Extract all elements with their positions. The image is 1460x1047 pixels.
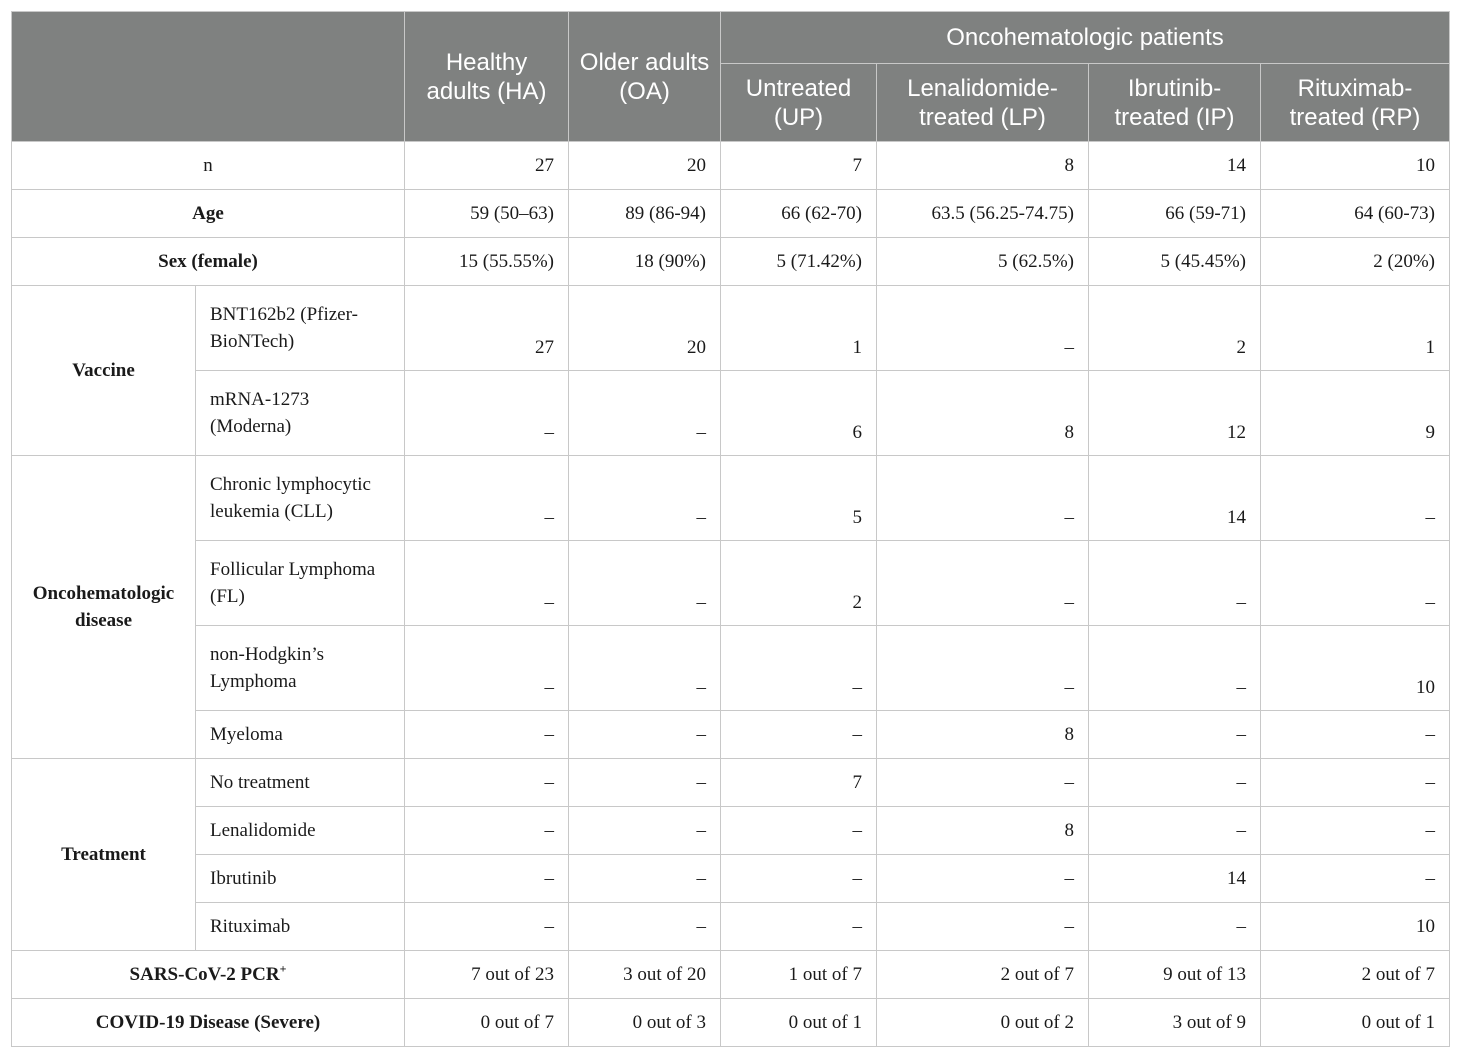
header-older-adults: Older adults (OA) (569, 12, 721, 142)
row-group-label-disease: Oncohematologic disease (12, 456, 196, 759)
row-label-no-treatment: No treatment (196, 759, 405, 807)
table-cell: 10 (1261, 142, 1450, 190)
table-cell: 20 (569, 286, 721, 371)
table-cell: – (405, 903, 569, 951)
table-cell: 5 (45.45%) (1089, 238, 1261, 286)
table-cell: – (1261, 759, 1450, 807)
table-row-n (12, 142, 1450, 190)
table-cell: – (569, 807, 721, 855)
table-cell: – (405, 541, 569, 626)
table-cell: 27 (405, 286, 569, 371)
header-healthy-adults: Healthy adults (HA) (405, 12, 569, 142)
table-cell: 8 (877, 371, 1089, 456)
table-cell: – (405, 626, 569, 711)
table-cell: – (1261, 541, 1450, 626)
table-cell: 66 (62-70) (721, 190, 877, 238)
table-cell: 2 (1089, 286, 1261, 371)
table-cell: 14 (1089, 855, 1261, 903)
table-cell: – (721, 903, 877, 951)
table-cell: 12 (1089, 371, 1261, 456)
table-cell: 3 out of 20 (569, 951, 721, 999)
table-cell: 8 (877, 142, 1089, 190)
header-rituximab-treated: Rituximab-treated (RP) (1261, 64, 1450, 142)
pcr-label-superscript: + (279, 961, 287, 976)
table-cell: 59 (50–63) (405, 190, 569, 238)
table-cell: – (721, 855, 877, 903)
row-label-fl: Follicular Lymphoma (FL) (196, 541, 405, 626)
row-group-label-treatment: Treatment (12, 759, 196, 951)
table-cell: 15 (55.55%) (405, 238, 569, 286)
table-cell: 0 out of 3 (569, 999, 721, 1047)
row-label-rituximab: Rituximab (196, 903, 405, 951)
table-row-covid-severe (12, 999, 1450, 1047)
table-cell: 5 (62.5%) (877, 238, 1089, 286)
table-row-treatment-none (12, 759, 1450, 807)
table-cell: 14 (1089, 456, 1261, 541)
row-label-covid-severe: COVID-19 Disease (Severe) (12, 999, 405, 1047)
header-empty-corner (12, 12, 405, 142)
table-row-treatment-lenalidomide (12, 807, 1450, 855)
table-row-age (12, 190, 1450, 238)
table-row-treatment-ibrutinib (12, 855, 1450, 903)
table-row-vaccine-mrna1273 (12, 371, 1450, 456)
table-cell: 0 out of 1 (721, 999, 877, 1047)
table-cell: – (1089, 807, 1261, 855)
row-label-age: Age (12, 190, 405, 238)
table-cell: – (405, 807, 569, 855)
table-row-disease-fl (12, 541, 1450, 626)
table-cell: 7 out of 23 (405, 951, 569, 999)
table-cell: 2 out of 7 (877, 951, 1089, 999)
table-cell: – (721, 807, 877, 855)
header-ibrutinib-treated: Ibrutinib-treated (IP) (1089, 64, 1261, 142)
table-cell: – (405, 855, 569, 903)
header-untreated: Untreated (UP) (721, 64, 877, 142)
table-cell: – (569, 759, 721, 807)
table-cell: 2 (20%) (1261, 238, 1450, 286)
table-cell: – (405, 759, 569, 807)
table-cell: 7 (721, 142, 877, 190)
table-cell: – (1089, 711, 1261, 759)
table-cell: – (405, 711, 569, 759)
row-label-pcr (12, 951, 405, 999)
table-cell: 1 out of 7 (721, 951, 877, 999)
table-cell: – (1261, 456, 1450, 541)
row-label-cll: Chronic lymphocytic leukemia (CLL) (196, 456, 405, 541)
row-label-mrna1273: mRNA-1273 (Moderna) (196, 371, 405, 456)
table-row-sex (12, 238, 1450, 286)
table-cell: – (569, 541, 721, 626)
table-cell: 10 (1261, 626, 1450, 711)
table-cell: 66 (59-71) (1089, 190, 1261, 238)
table-cell: – (877, 759, 1089, 807)
table-cell: – (569, 855, 721, 903)
table-cell: 18 (90%) (569, 238, 721, 286)
table-cell: 1 (721, 286, 877, 371)
table-cell: 0 out of 7 (405, 999, 569, 1047)
table-cell: 14 (1089, 142, 1261, 190)
table-row-pcr (12, 951, 1450, 999)
header-lenalidomide-treated: Lenalidomide-treated (LP) (877, 64, 1089, 142)
table-cell: – (877, 456, 1089, 541)
pcr-label-text: SARS-CoV-2 PCR (129, 964, 280, 985)
row-label-nhl: non-Hodgkin’s Lymphoma (196, 626, 405, 711)
table-cell: – (405, 371, 569, 456)
table-cell: – (1261, 711, 1450, 759)
row-group-label-vaccine: Vaccine (12, 286, 196, 456)
table-row-vaccine-bnt162b2 (12, 286, 1450, 371)
table-cell: – (721, 711, 877, 759)
table-cell: – (877, 286, 1089, 371)
table-cell: 9 out of 13 (1089, 951, 1261, 999)
table-cell: – (1089, 626, 1261, 711)
table-cell: – (1089, 759, 1261, 807)
row-label-ibrutinib: Ibrutinib (196, 855, 405, 903)
table-cell: 8 (877, 807, 1089, 855)
row-label-myeloma: Myeloma (196, 711, 405, 759)
table-cell: 64 (60-73) (1261, 190, 1450, 238)
table-cell: 2 out of 7 (1261, 951, 1450, 999)
table-cell: – (877, 855, 1089, 903)
table-cell: 89 (86-94) (569, 190, 721, 238)
table-cell: – (877, 903, 1089, 951)
table-cell: 7 (721, 759, 877, 807)
table-cell: – (405, 456, 569, 541)
table-cell: 1 (1261, 286, 1450, 371)
table-cell: – (569, 711, 721, 759)
table-cell: 3 out of 9 (1089, 999, 1261, 1047)
table-cell: – (569, 903, 721, 951)
table-cell: – (569, 456, 721, 541)
table-cell: – (877, 541, 1089, 626)
table-cell: 2 (721, 541, 877, 626)
table-row-treatment-rituximab (12, 903, 1450, 951)
table-cell: 20 (569, 142, 721, 190)
table-cell: 8 (877, 711, 1089, 759)
table-row-disease-cll (12, 456, 1450, 541)
row-label-bnt162b2: BNT162b2 (Pfizer-BioNTech) (196, 286, 405, 371)
table-cell: – (721, 626, 877, 711)
table-cell: 5 (71.42%) (721, 238, 877, 286)
table-cell: 6 (721, 371, 877, 456)
table-cell: – (1089, 541, 1261, 626)
table-cell: 63.5 (56.25-74.75) (877, 190, 1089, 238)
table-cell: – (1261, 807, 1450, 855)
table-cell: – (569, 626, 721, 711)
row-label-sex: Sex (female) (12, 238, 405, 286)
cohort-characteristics-table (11, 11, 1450, 1047)
table-cell: 9 (1261, 371, 1450, 456)
row-label-lenalidomide: Lenalidomide (196, 807, 405, 855)
table-cell: 0 out of 1 (1261, 999, 1450, 1047)
table-row-disease-myeloma (12, 711, 1450, 759)
table-row-disease-nhl (12, 626, 1450, 711)
table-cell: – (877, 626, 1089, 711)
table-cell: – (1261, 855, 1450, 903)
table-cell: 10 (1261, 903, 1450, 951)
table-cell: 5 (721, 456, 877, 541)
table-cell: – (1089, 903, 1261, 951)
table-cell: 27 (405, 142, 569, 190)
row-label-n: n (12, 142, 405, 190)
table-cell: 0 out of 2 (877, 999, 1089, 1047)
table-cell: – (569, 371, 721, 456)
header-oncohematologic-group: Oncohematologic patients (721, 12, 1450, 64)
